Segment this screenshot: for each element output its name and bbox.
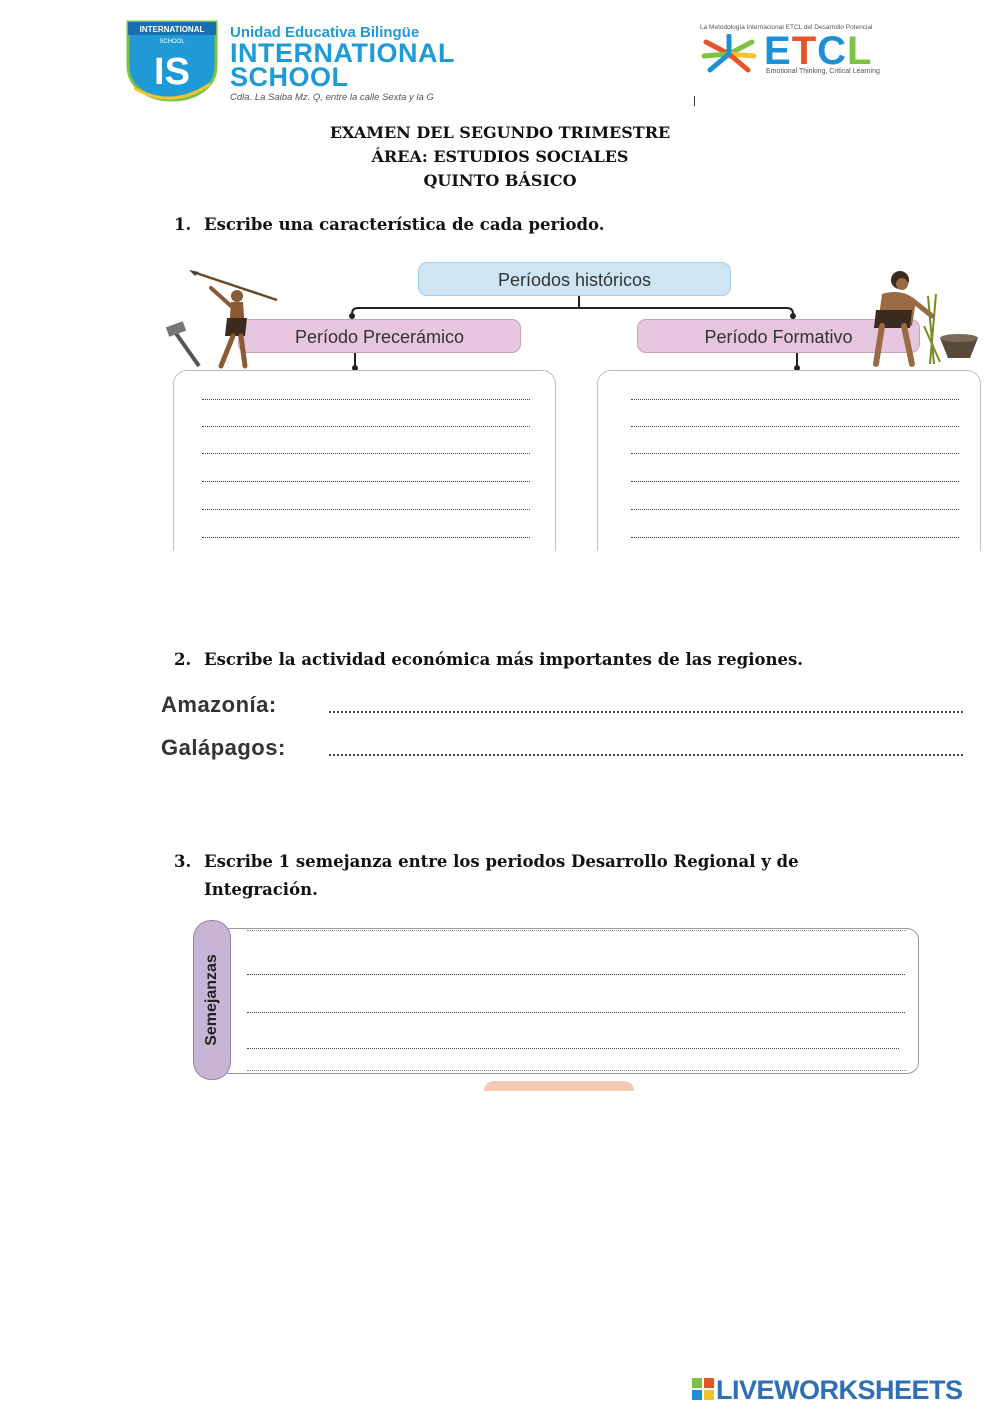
question-3	[174, 848, 874, 904]
answer-line[interactable]	[631, 537, 959, 538]
question-text: Escribe una característica de cada periodo.	[204, 215, 605, 234]
exam-title: EXAMEN DEL SEGUNDO TRIMESTRE	[329, 123, 671, 142]
answer-line[interactable]	[202, 481, 530, 482]
question-2	[174, 646, 803, 674]
badge-monogram: IS	[154, 51, 190, 93]
period-formative-pill: Período Formativo	[637, 319, 920, 353]
answer-line[interactable]	[202, 537, 530, 538]
hunter-illustration-icon	[165, 266, 280, 372]
answer-line[interactable]	[202, 426, 530, 427]
question-text-continued: Integración.	[204, 880, 318, 899]
question-number: 1.	[174, 215, 192, 234]
box-border-dotted	[247, 1070, 907, 1071]
etcl-tagline-top: La Metodología Internacional ETCL del Desarrollo Potencial	[700, 24, 873, 31]
hands-icon	[700, 34, 758, 74]
question-text: Escribe la actividad económica más importantes de las regiones.	[204, 650, 804, 669]
liveworksheets-brand: LIVEWORKSHEETS	[716, 1375, 963, 1405]
question-number: 3.	[174, 852, 192, 871]
school-address: Cdla. La Saiba Mz. Q, entre la calle Sexta y la G	[230, 92, 434, 103]
etcl-wordmark	[764, 30, 872, 72]
etcl-letter: E	[764, 29, 792, 73]
answer-line[interactable]	[631, 453, 959, 454]
galapagos-answer-line[interactable]	[329, 754, 963, 756]
question-1	[174, 211, 604, 239]
region-label-amazonia: Amazonía:	[161, 692, 277, 717]
similarities-answer-box[interactable]	[214, 928, 919, 1074]
answer-line[interactable]	[631, 426, 959, 427]
region-label-galapagos: Galápagos:	[161, 735, 286, 760]
answer-line[interactable]	[247, 1012, 905, 1013]
etcl-letter: C	[817, 29, 848, 73]
school-logo	[124, 18, 544, 104]
period-preceramic-pill: Período Precerámico	[238, 319, 521, 353]
etcl-tagline: Emotional Thinking, Critical Learning	[766, 68, 880, 75]
school-badge-icon	[124, 18, 220, 102]
crop-edge	[160, 551, 1000, 571]
answer-line[interactable]	[247, 1048, 899, 1049]
answer-line[interactable]	[631, 481, 959, 482]
answer-line[interactable]	[202, 399, 530, 400]
badge-sub-text: SCHOOL	[159, 39, 185, 45]
answer-line[interactable]	[202, 509, 530, 510]
liveworksheets-icon	[692, 1378, 714, 1400]
answer-line[interactable]	[202, 453, 530, 454]
similarities-label: Semejanzas	[203, 954, 220, 1046]
etcl-letter: T	[791, 29, 818, 73]
answer-line[interactable]	[247, 974, 905, 975]
preceramic-answer-box[interactable]	[173, 370, 556, 560]
etcl-letter: L	[847, 29, 873, 73]
school-name-line2: SCHOOL	[230, 62, 349, 92]
exam-grade: QUINTO BÁSICO	[423, 171, 577, 190]
diagram-root-pill: Períodos históricos	[418, 262, 731, 296]
cropped-tab-decoration	[484, 1081, 634, 1091]
divider-tick	[694, 96, 695, 106]
school-subtitle: Unidad Educativa Bilingüe	[230, 24, 420, 41]
school-name-line1: INTERNATIONAL	[230, 38, 455, 68]
farmer-illustration-icon	[862, 266, 980, 372]
exam-titles	[0, 121, 1000, 193]
amazonia-answer-line[interactable]	[329, 711, 963, 713]
answer-line[interactable]	[631, 399, 959, 400]
exam-area: ÁREA: ESTUDIOS SOCIALES	[371, 147, 629, 166]
badge-text: INTERNATIONAL	[139, 25, 205, 34]
box-border-dotted	[247, 930, 907, 931]
answer-line[interactable]	[631, 509, 959, 510]
etcl-logo	[700, 24, 930, 80]
question-text: Escribe 1 semejanza entre los periodos Desarrollo Regional y de	[204, 852, 799, 871]
question-number: 2.	[174, 650, 192, 669]
formative-answer-box[interactable]	[597, 370, 981, 560]
